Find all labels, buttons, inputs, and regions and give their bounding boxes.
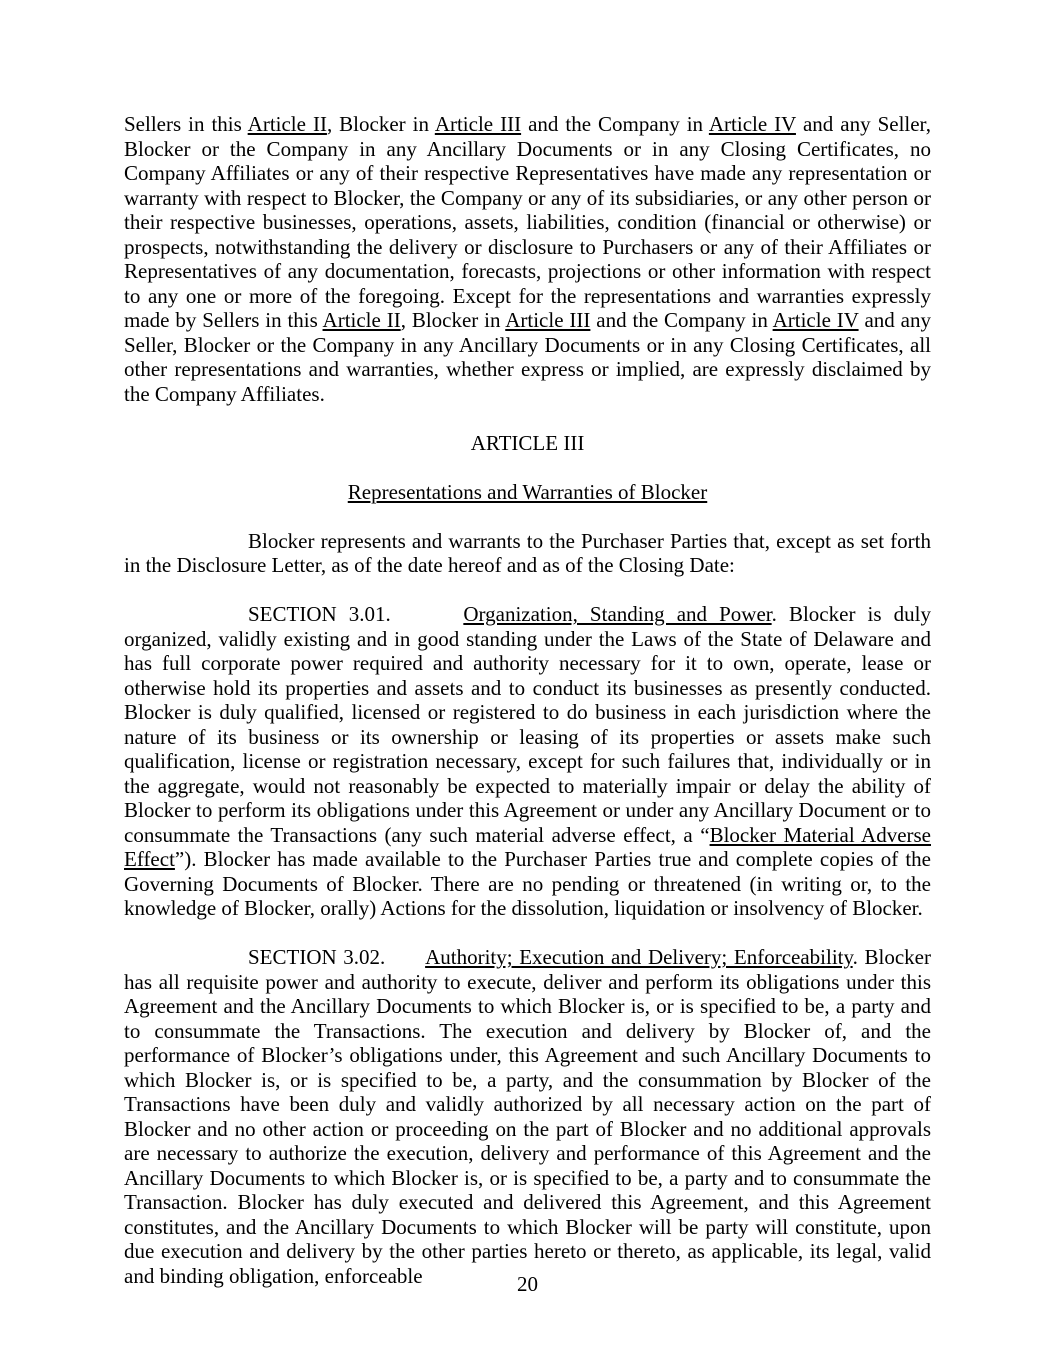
section-3-01-paragraph <box>124 602 931 921</box>
text-run: SECTION 3.02. <box>248 945 426 969</box>
article-iii-heading <box>124 431 931 456</box>
underlined-text-run: Article III <box>434 112 522 136</box>
text-run: and the Company in <box>590 308 773 332</box>
underlined-text-run: Article III <box>505 308 591 332</box>
underlined-text-run: Article IV <box>772 308 859 332</box>
text-run: and any Seller, Blocker or the Company in any Ancillary Documents or in any Closing Certificates, all other representations and warranties, whether express or implied, are expressly disclaimed by the Company Affiliates. <box>124 308 931 406</box>
text-run: , Blocker in <box>326 112 435 136</box>
text-run: and any Seller, Blocker or the Company in any Ancillary Documents or in any Closing Certificates, no Company Affiliates or any of their respective Representatives have made any representation or warranty with respect to Blocker, the Company or any of its subsidiaries, or any other person or their respective businesses, operations, assets, liabilities, condition (financial or otherwise) or prospects, notwithstanding the delivery or disclosure to Purchasers or any of their Affiliates or Representatives of any documentation, forecasts, projections or other information with respect to any one or more of the foregoing. Except for the representations and warranties expressly made by Sellers in this <box>124 112 931 332</box>
text-run: . Blocker is duly organized, validly existing and in good standing under the Laws of the State of Delaware and has full corporate power required and authority necessary for it to own, operate, lease or otherwise hold its properties and assets and to conduct its businesses as presently conducted. Blocker is duly qualified, licensed or registered to do business in each jurisdiction where the nature of its business or its ownership or leasing of its properties or assets make such qualification, license or registration necessary, except for such failures that, individually or in the aggregate, would not reasonably be expected to materially impair or delay the ability of Blocker to perform its obligations under this Agreement or under any Ancillary Document or to consummate the Transactions (any such material adverse effect, a “ <box>124 602 931 847</box>
text-run: and the Company in <box>521 112 709 136</box>
text-run: ”). Blocker has made available to the Purchaser Parties true and complete copies of the Governing Documents of Blocker. There are no pending or threatened (in writing or, to the knowledge of Blocker, orally) Actions for the dissolution, liquidation or insolvency of Blocker. <box>124 847 931 920</box>
text-run: , Blocker in <box>400 308 506 332</box>
underlined-text-run: Representations and Warranties of Blocker <box>347 479 708 504</box>
underlined-text-run: Blocker Material Adverse Effect <box>124 822 931 871</box>
text-run: SECTION 3.01. <box>248 602 464 626</box>
page-number: 20 <box>517 1272 538 1296</box>
document-content <box>124 112 931 1288</box>
underlined-text-run: Authority; Execution and Delivery; Enforceability <box>425 945 853 969</box>
text-run: ARTICLE III <box>470 430 585 455</box>
underlined-text-run: Article IV <box>708 112 796 136</box>
article-iii-subheading <box>124 480 931 505</box>
underlined-text-run: Organization, Standing and Power <box>463 602 772 626</box>
text-run: Sellers in this <box>124 112 248 136</box>
intro-paragraph <box>124 529 931 578</box>
text-run: . Blocker has all requisite power and authority to execute, deliver and perform its obligations under this Agreement and the Ancillary Documents to which Blocker is, or is specified to be, a party and to consummate the Transactions. The execution and delivery by Blocker of, and the performance of Blocker’s obligations under, this Agreement and such Ancillary Documents to which Blocker is, or is specified to be, a party, and the consummation by Blocker of the Transactions have been duly and validly authorized by all necessary action on the part of Blocker and no other action or proceeding on the part of Blocker and no additional approvals are necessary to authorize the execution, delivery and performance of this Agreement and the Ancillary Documents to which Blocker is, or is specified to be, a party and to consummate the Transaction. Blocker has duly executed and delivered this Agreement, and this Agreement constitutes, and the Ancillary Documents to which Blocker will be party will constitute, upon due execution and delivery by the other parties hereto or thereto, as applicable, its legal, valid and binding obligation, enforceable <box>124 945 931 1288</box>
underlined-text-run: Article II <box>247 112 327 136</box>
section-3-02-paragraph <box>124 945 931 1288</box>
underlined-text-run: Article II <box>322 308 401 332</box>
disclaimer-continuation-paragraph <box>124 112 931 406</box>
text-run: Blocker represents and warrants to the Purchaser Parties that, except as set forth in the Disclosure Letter, as of the date hereof and as of the Closing Date: <box>124 528 931 577</box>
